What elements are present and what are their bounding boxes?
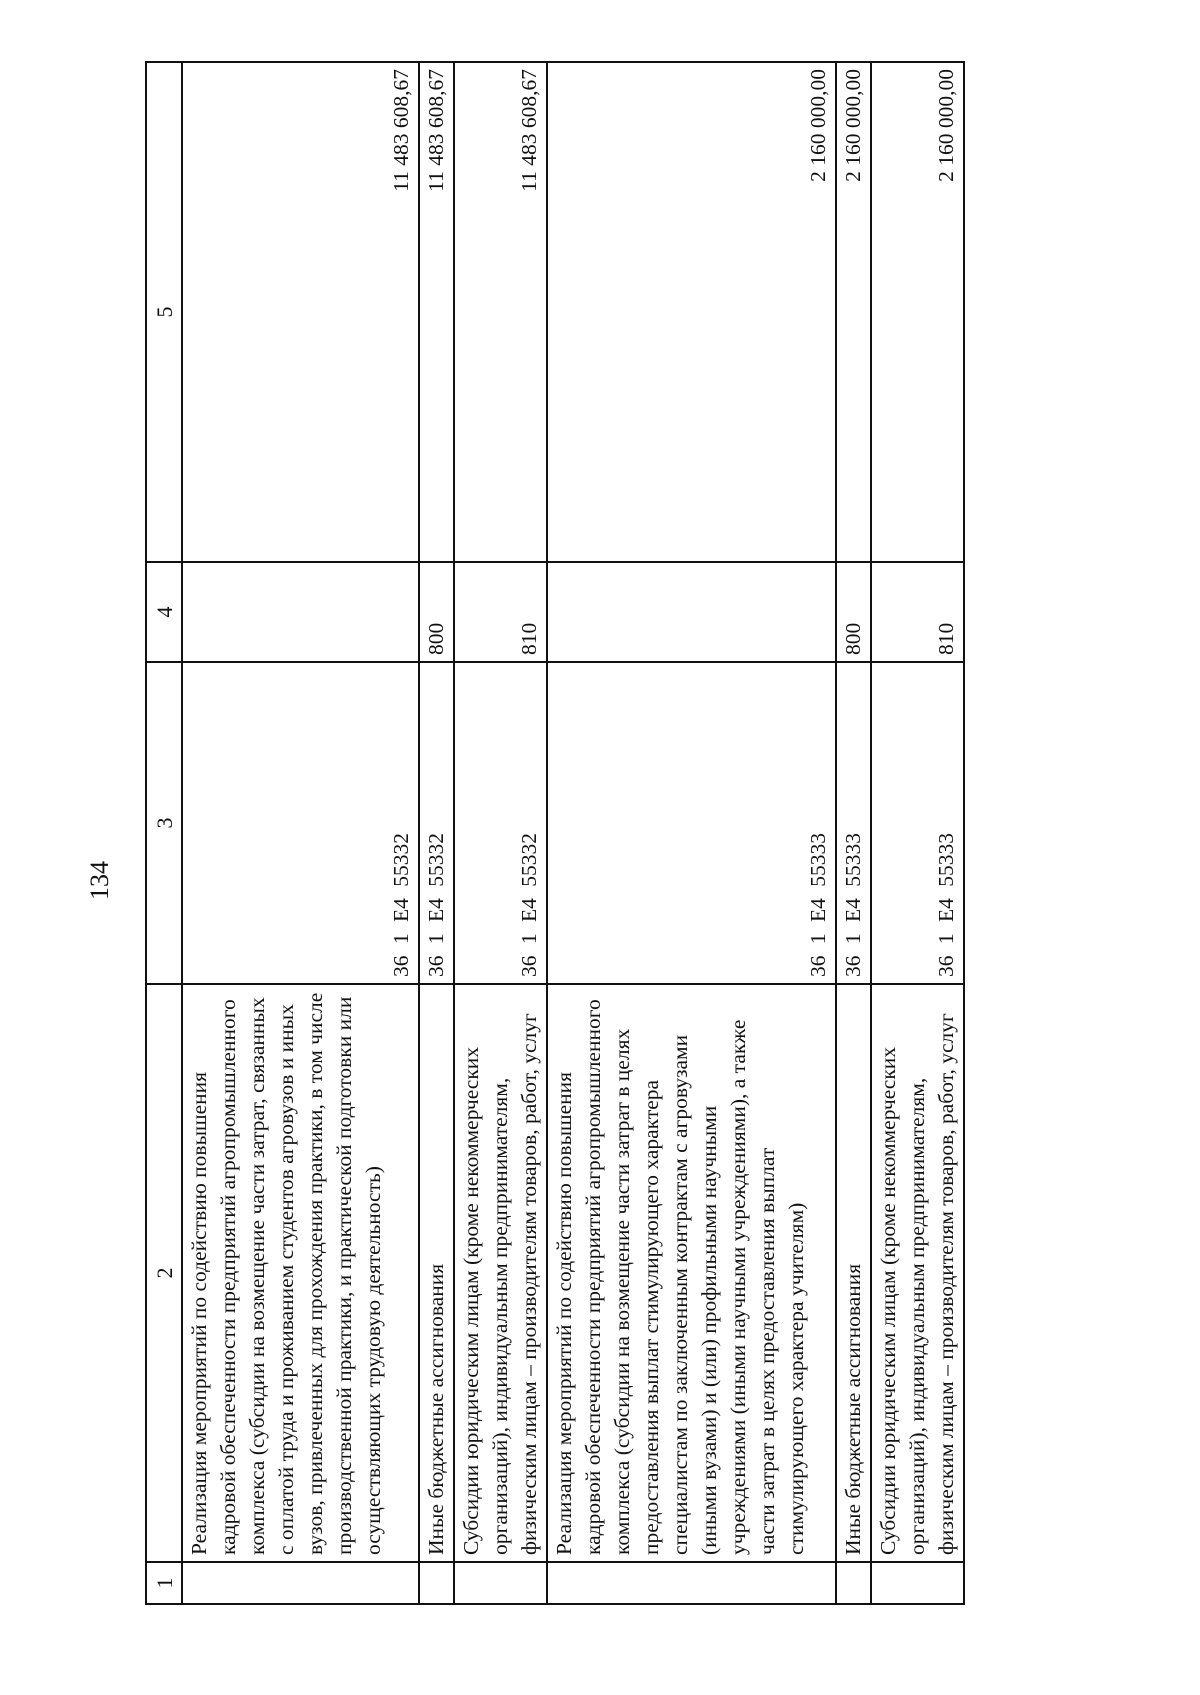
row-amount-cell: 2 160 000,00 (547, 62, 836, 562)
row-name-cell: Субсидии юридическим лицам (кроме некоммерческих организаций), индивидуальным предпринимателям, физическим лицам – производителям товаров, работ, услуг (454, 984, 547, 1562)
row-name-cell: Реализация мероприятий по содействию повышения кадровой обеспеченности предприятий агропромышленного комплекса (субсидии на возмещение части затрат, связанных с оплатой труда и проживанием студентов агровузов и иных вузов, привлеченных для прохождения практики, в том числе производственной практики, и практической подготовки или осуществляющих трудовую деятельность) (182, 984, 419, 1562)
table-row (454, 62, 547, 1604)
row-index-cell (419, 1562, 454, 1604)
row-index-cell (836, 1562, 871, 1604)
row-type-cell: 810 (454, 562, 547, 662)
table-row (836, 62, 871, 1604)
budget-table (145, 61, 965, 1605)
row-amount-cell: 11 483 608,67 (419, 62, 454, 562)
row-index-cell (871, 1562, 964, 1604)
row-amount-cell: 11 483 608,67 (182, 62, 419, 562)
header-col-4: 4 (146, 562, 182, 662)
row-code-cell: 36 1 Е4 55333 (871, 662, 964, 984)
header-row (146, 62, 182, 1604)
row-code-cell: 36 1 Е4 55333 (836, 662, 871, 984)
table-row (182, 62, 419, 1604)
row-index-cell (182, 1562, 419, 1604)
table-row (547, 62, 836, 1604)
row-name-cell: Иные бюджетные ассигнования (419, 984, 454, 1562)
header-col-1: 1 (146, 1562, 182, 1604)
row-type-cell (547, 562, 836, 662)
header-col-5: 5 (146, 62, 182, 562)
row-index-cell (454, 1562, 547, 1604)
row-type-cell: 800 (419, 562, 454, 662)
row-amount-cell: 2 160 000,00 (836, 62, 871, 562)
row-name-cell: Субсидии юридическим лицам (кроме некоммерческих организаций), индивидуальным предпринимателям, физическим лицам – производителям товаров, работ, услуг (871, 984, 964, 1562)
row-amount-cell: 11 483 608,67 (454, 62, 547, 562)
table-row (871, 62, 964, 1604)
row-code-cell: 36 1 Е4 55332 (419, 662, 454, 984)
row-code-cell: 36 1 Е4 55333 (547, 662, 836, 984)
header-col-3: 3 (146, 662, 182, 984)
row-index-cell (547, 1562, 836, 1604)
row-type-cell (182, 562, 419, 662)
row-type-cell: 800 (836, 562, 871, 662)
row-code-cell: 36 1 Е4 55332 (454, 662, 547, 984)
row-type-cell: 810 (871, 562, 964, 662)
row-code-cell: 36 1 Е4 55332 (182, 662, 419, 984)
row-amount-cell: 2 160 000,00 (871, 62, 964, 562)
header-col-2: 2 (146, 984, 182, 1562)
page-number: 134 (85, 861, 114, 900)
row-name-cell: Иные бюджетные ассигнования (836, 984, 871, 1562)
table-row (419, 62, 454, 1604)
row-name-cell: Реализация мероприятий по содействию повышения кадровой обеспеченности предприятий агропромышленного комплекса (субсидии на возмещение части затрат в целях предоставления выплат стимулирующего характера специалистам по заключенным контрактам с агровузами (иными вузами) и (или) профильными научными учреждениями (иными научными учреждениями), а также части затрат в целях предоставления выплат стимулирующего характера учителям) (547, 984, 836, 1562)
